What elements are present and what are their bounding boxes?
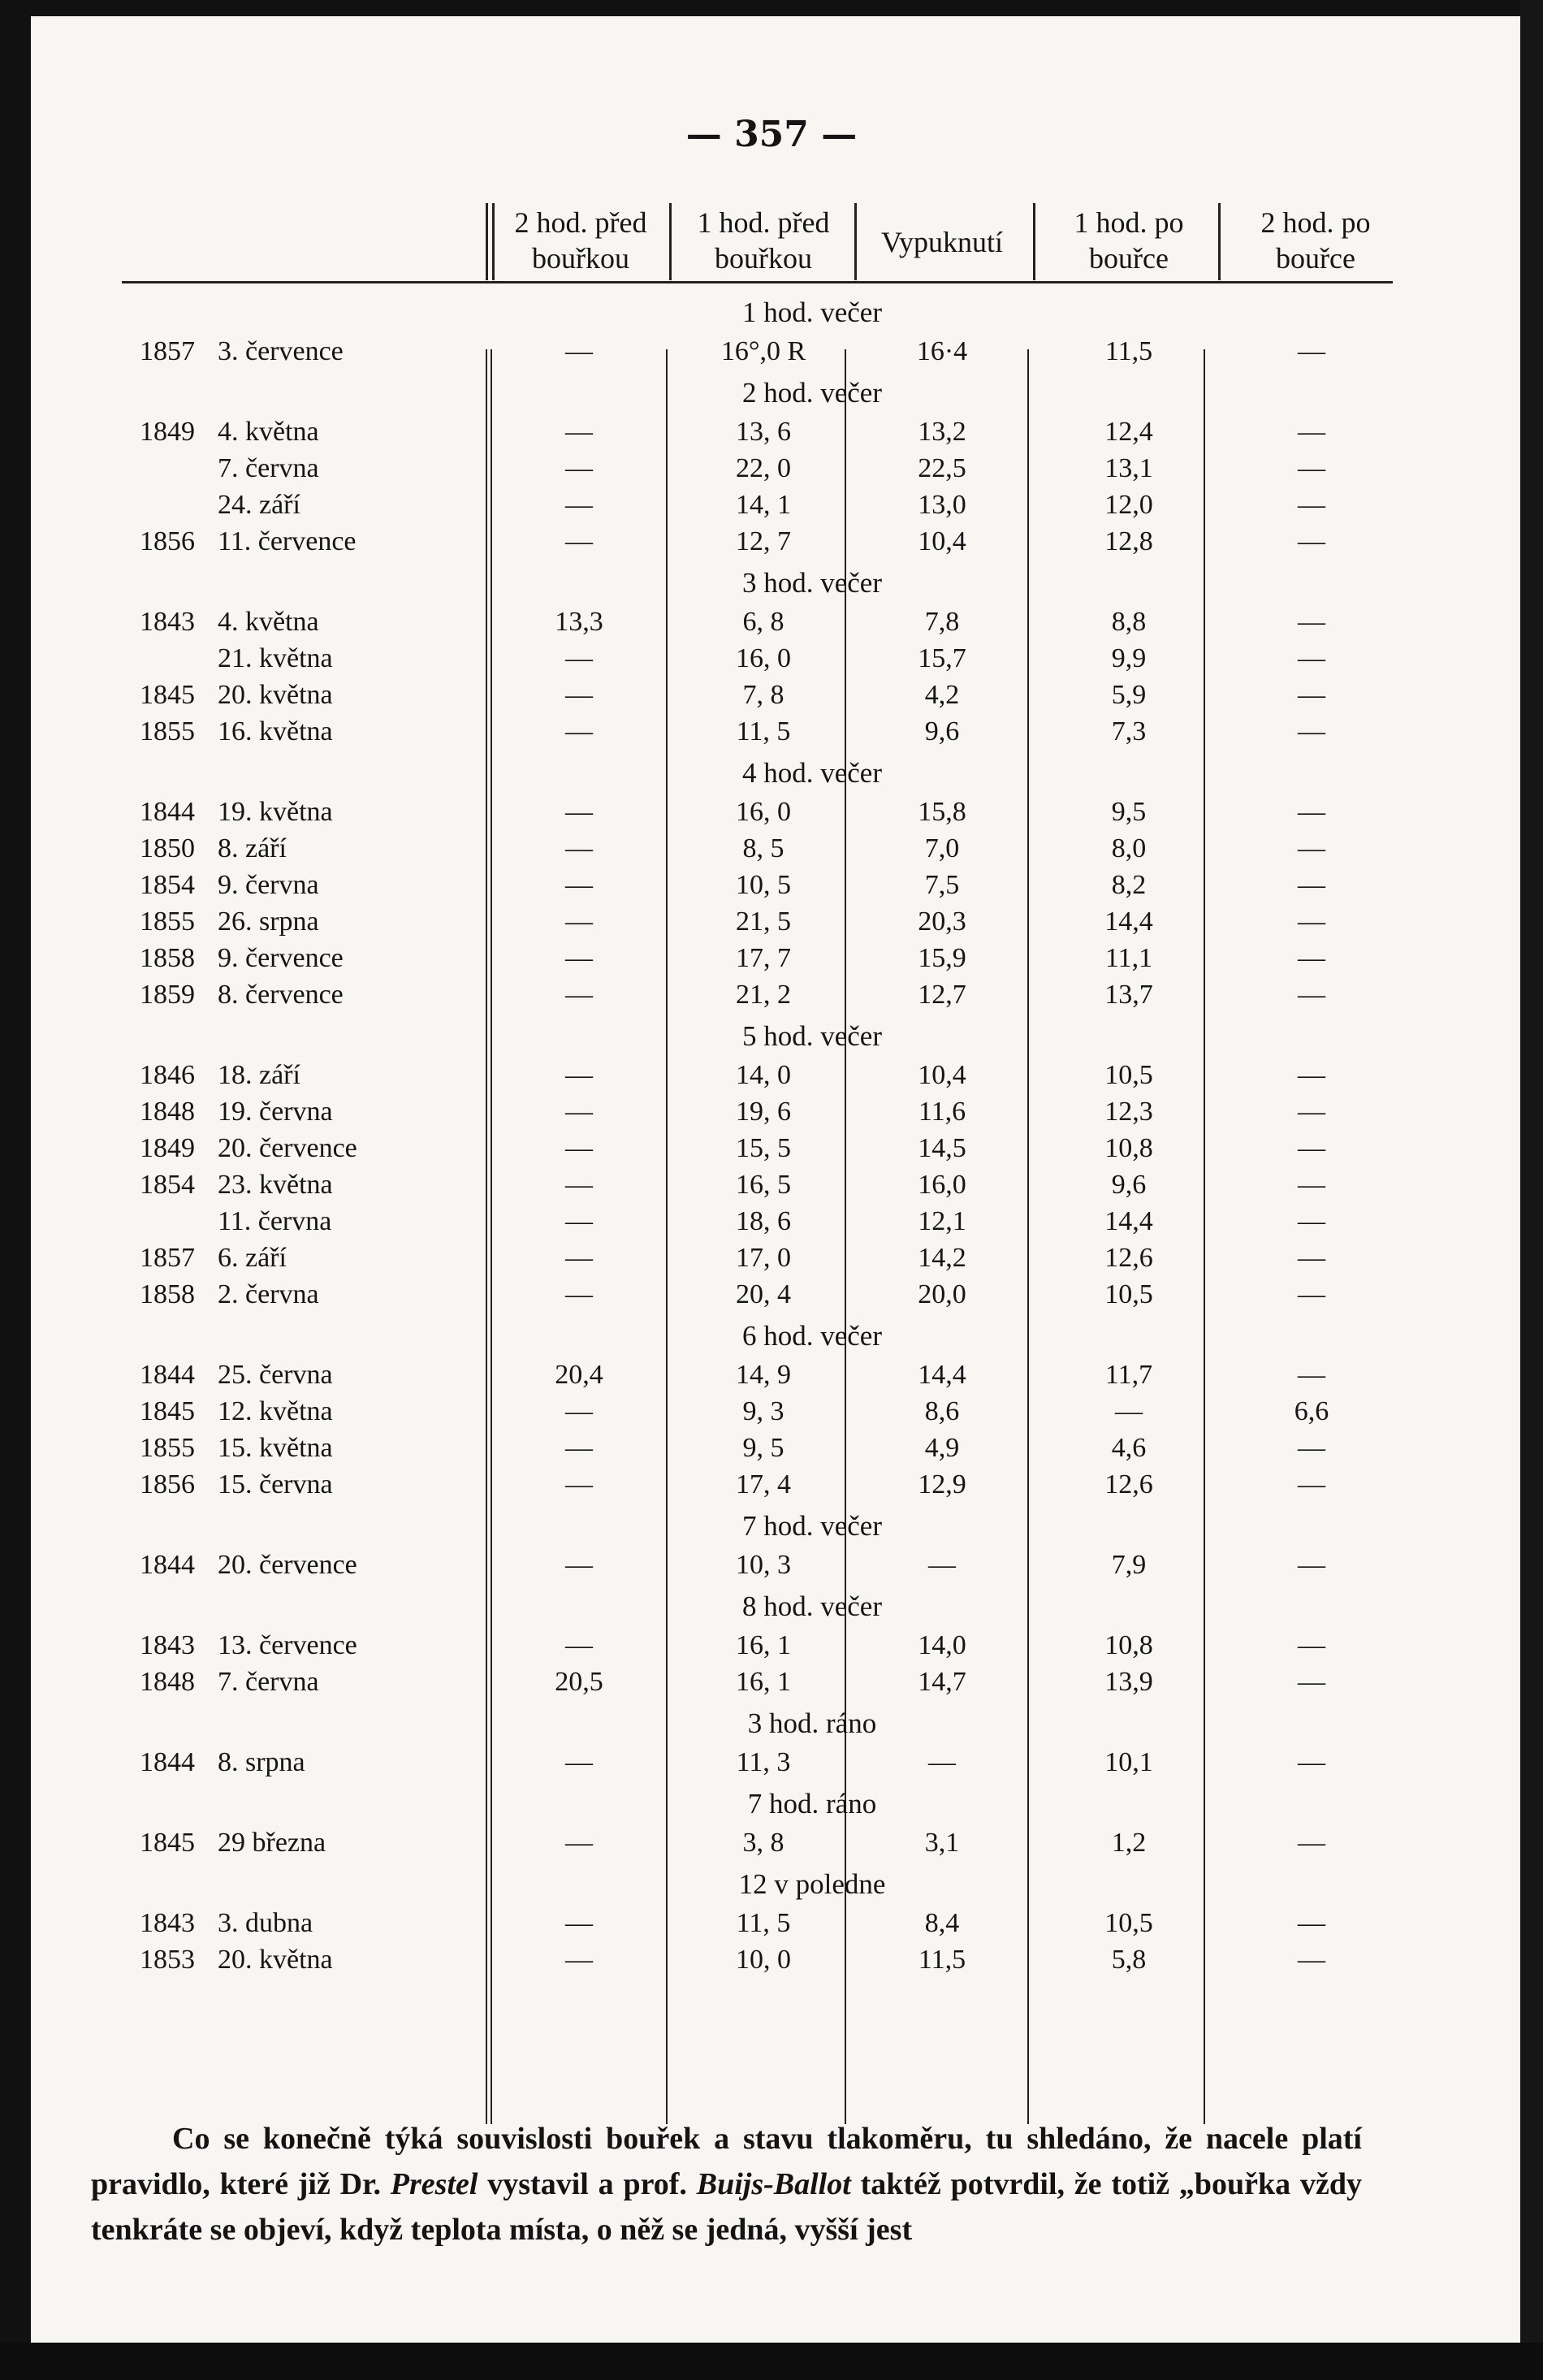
- table-row: [0, 1664, 1543, 1701]
- cell-date: 18. září: [218, 1060, 300, 1090]
- cell-b2: —: [565, 336, 593, 366]
- cell-b1: 19, 6: [736, 1097, 791, 1127]
- cell-year: 1843: [140, 1908, 195, 1938]
- cell-b1: 21, 5: [736, 907, 791, 937]
- cell-a2: —: [1298, 1630, 1325, 1660]
- cell-b1: 15, 5: [736, 1133, 791, 1163]
- cell-year: 1844: [140, 1550, 195, 1580]
- cell-vy: 16·4: [916, 336, 968, 366]
- cell-a2: —: [1298, 980, 1325, 1010]
- cell-b1: 9, 5: [742, 1433, 784, 1463]
- cell-date: 8. července: [218, 980, 344, 1010]
- cell-a1: 9,6: [1111, 1170, 1147, 1200]
- cell-b1: 3, 8: [742, 1828, 784, 1858]
- cell-b2: —: [565, 797, 593, 827]
- cell-b1: 11, 5: [736, 1908, 791, 1938]
- cell-b2: —: [565, 907, 593, 937]
- cell-a1: 10,8: [1104, 1133, 1153, 1163]
- cell-a1: 11,5: [1104, 336, 1153, 366]
- table-row: [0, 523, 1543, 560]
- header-2h-before-line2: bouřkou: [532, 242, 629, 275]
- cell-a2: —: [1298, 1279, 1325, 1309]
- cell-date: 3. dubna: [218, 1908, 313, 1938]
- cell-b2: —: [565, 1396, 593, 1426]
- cell-a1: 12,6: [1104, 1243, 1153, 1273]
- cell-year: 1843: [140, 1630, 195, 1660]
- cell-date: 11. června: [218, 1206, 332, 1236]
- cell-b2: —: [565, 1279, 593, 1309]
- cell-year: 1849: [140, 1133, 195, 1163]
- table-row: [0, 413, 1543, 451]
- cell-b1: 16, 1: [736, 1667, 791, 1697]
- table-row: [0, 1466, 1543, 1504]
- cell-year: 1844: [140, 1360, 195, 1390]
- cell-a2: —: [1298, 526, 1325, 556]
- header-rule-1b: [492, 203, 495, 280]
- cell-vy: 15,8: [918, 797, 966, 827]
- cell-b1: 10, 5: [736, 870, 791, 900]
- cell-a2: —: [1298, 1433, 1325, 1463]
- cell-vy: 12,7: [918, 980, 966, 1010]
- table-row: [0, 640, 1543, 677]
- header-2h-after-line2: bouřce: [1276, 242, 1355, 275]
- cell-b2: 20,5: [555, 1667, 603, 1697]
- table-row: [0, 333, 1543, 370]
- cell-b1: 16°,0 R: [720, 336, 806, 366]
- cell-date: 13. července: [218, 1630, 357, 1660]
- cell-date: 3. července: [218, 336, 344, 366]
- cell-a1: 12,0: [1104, 490, 1153, 520]
- cell-b2: —: [565, 1469, 593, 1499]
- cell-b1: 14, 0: [736, 1060, 791, 1090]
- cell-b2: 20,4: [555, 1360, 603, 1390]
- cell-a1: 11,1: [1104, 943, 1153, 973]
- cell-vy: 12,9: [918, 1469, 966, 1499]
- cell-date: 11. července: [218, 526, 357, 556]
- cell-b2: —: [565, 1908, 593, 1938]
- cell-year: 1845: [140, 680, 195, 710]
- cell-b2: —: [565, 1170, 593, 1200]
- cell-a2: —: [1298, 943, 1325, 973]
- cell-date: 21. května: [218, 643, 333, 673]
- cell-a1: 13,9: [1104, 1667, 1153, 1697]
- cell-b1: 12, 7: [736, 526, 791, 556]
- table-row: [0, 677, 1543, 714]
- cell-b1: 9, 3: [742, 1396, 784, 1426]
- cell-vy: 20,0: [918, 1279, 966, 1309]
- cell-a1: 14,4: [1104, 1206, 1153, 1236]
- header-1h-before-line1: 1 hod. před: [697, 206, 830, 239]
- cell-year: 1855: [140, 716, 195, 746]
- cell-a1: 8,2: [1111, 870, 1147, 900]
- cell-vy: 8,4: [924, 1908, 960, 1938]
- cell-vy: 10,4: [918, 526, 966, 556]
- cell-vy: 4,2: [924, 680, 960, 710]
- cell-vy: 14,4: [918, 1360, 966, 1390]
- header-rule-4: [1033, 203, 1035, 280]
- cell-vy: —: [928, 1747, 956, 1777]
- cell-a1: 10,5: [1104, 1060, 1153, 1090]
- cell-a2: —: [1298, 1060, 1325, 1090]
- cell-b1: 7, 8: [742, 680, 784, 710]
- cell-vy: 13,2: [918, 417, 966, 447]
- cell-b1: 22, 0: [736, 453, 791, 483]
- cell-a2: —: [1298, 1550, 1325, 1580]
- cell-date: 19. května: [218, 797, 333, 827]
- cell-year: 1849: [140, 417, 195, 447]
- cell-b2: —: [565, 1060, 593, 1090]
- table-row: [0, 1393, 1543, 1430]
- cell-vy: —: [928, 1550, 956, 1580]
- time-group-header: 3 hod. večer: [741, 567, 882, 599]
- cell-vy: 15,9: [918, 943, 966, 973]
- cell-a1: 11,7: [1104, 1360, 1153, 1390]
- cell-vy: 13,0: [918, 490, 966, 520]
- cell-year: 1844: [140, 797, 195, 827]
- cell-a1: 10,8: [1104, 1630, 1153, 1660]
- time-group-header: 6 hod. večer: [741, 1320, 882, 1352]
- cell-a2: —: [1298, 1206, 1325, 1236]
- header-1h-before: [670, 205, 857, 276]
- table-row: [0, 1357, 1543, 1394]
- cell-a1: 10,5: [1104, 1279, 1153, 1309]
- cell-date: 20. července: [218, 1550, 357, 1580]
- table-row: [0, 1166, 1543, 1204]
- cell-year: 1859: [140, 980, 195, 1010]
- paragraph-part3: taktéž potvrdil, že totiž „bouřka vždy tenkráte se objeví, když teplota místa, o něž se jedná, vyšší jest: [91, 2167, 1362, 2247]
- cell-year: 1855: [140, 1433, 195, 1463]
- cell-a1: 13,1: [1104, 453, 1153, 483]
- cell-date: 2. června: [218, 1279, 319, 1309]
- cell-b1: 21, 2: [736, 980, 791, 1010]
- header-2h-before: [487, 205, 674, 276]
- cell-a2: —: [1298, 490, 1325, 520]
- cell-b1: 16, 5: [736, 1170, 791, 1200]
- table-row: [0, 1203, 1543, 1240]
- time-group-header: 8 hod. večer: [741, 1590, 882, 1622]
- cell-a2: —: [1298, 417, 1325, 447]
- cell-b1: 11, 3: [736, 1747, 791, 1777]
- cell-year: 1854: [140, 1170, 195, 1200]
- cell-b2: —: [565, 1206, 593, 1236]
- cell-date: 8. srpna: [218, 1747, 305, 1777]
- cell-b2: —: [565, 643, 593, 673]
- table-row: [0, 940, 1543, 977]
- cell-date: 20. července: [218, 1133, 357, 1163]
- cell-b2: —: [565, 1133, 593, 1163]
- cell-a2: —: [1298, 453, 1325, 483]
- cell-a1: 1,2: [1111, 1828, 1147, 1858]
- cell-date: 15. května: [218, 1433, 333, 1463]
- cell-b1: 8, 5: [742, 833, 784, 863]
- time-group-header: 5 hod. večer: [741, 1020, 882, 1052]
- cell-year: 1845: [140, 1828, 195, 1858]
- cell-a1: 4,6: [1111, 1433, 1147, 1463]
- table-row: [0, 1905, 1543, 1942]
- cell-a1: 12,4: [1104, 417, 1153, 447]
- header-2h-after: [1222, 205, 1409, 276]
- cell-b2: —: [565, 417, 593, 447]
- cell-a2: —: [1298, 833, 1325, 863]
- cell-b1: 18, 6: [736, 1206, 791, 1236]
- cell-b1: 17, 0: [736, 1243, 791, 1273]
- cell-year: 1857: [140, 1243, 195, 1273]
- paragraph-part2: vystavil a prof.: [478, 2167, 697, 2201]
- table-row: [0, 713, 1543, 751]
- header-underline: [122, 281, 1393, 283]
- header-2h-before-line1: 2 hod. před: [514, 206, 647, 239]
- cell-vy: 14,2: [918, 1243, 966, 1273]
- header-1h-after: [1035, 205, 1222, 276]
- cell-a1: 9,9: [1111, 643, 1147, 673]
- cell-vy: 11,5: [918, 1945, 966, 1975]
- cell-b1: 17, 7: [736, 943, 791, 973]
- table-row: [0, 794, 1543, 831]
- cell-b2: —: [565, 453, 593, 483]
- cell-a1: —: [1115, 1396, 1143, 1426]
- cell-vy: 14,5: [918, 1133, 966, 1163]
- table-row: [0, 903, 1543, 941]
- cell-year: 1853: [140, 1945, 195, 1975]
- cell-date: 9. července: [218, 943, 344, 973]
- cell-a1: 10,5: [1104, 1908, 1153, 1938]
- cell-year: 1850: [140, 833, 195, 863]
- cell-a2: —: [1298, 1945, 1325, 1975]
- cell-a2: 6,6: [1294, 1396, 1329, 1426]
- header-1h-after-line1: 1 hod. po: [1074, 206, 1184, 239]
- header-1h-after-line2: bouřce: [1089, 242, 1169, 275]
- cell-a1: 12,3: [1104, 1097, 1153, 1127]
- cell-date: 24. září: [218, 490, 300, 520]
- header-2h-after-line1: 2 hod. po: [1260, 206, 1371, 239]
- cell-a2: —: [1298, 1908, 1325, 1938]
- cell-b1: 16, 0: [736, 643, 791, 673]
- cell-a2: —: [1298, 1747, 1325, 1777]
- cell-a2: —: [1298, 870, 1325, 900]
- time-group-header: 2 hod. večer: [741, 377, 882, 409]
- header-rule-5: [1218, 203, 1221, 280]
- name-prestel: Prestel: [390, 2167, 478, 2201]
- table-row: [0, 1941, 1543, 1979]
- cell-a1: 10,1: [1104, 1747, 1153, 1777]
- cell-b2: —: [565, 1630, 593, 1660]
- cell-a1: 9,5: [1111, 797, 1147, 827]
- cell-b1: 10, 0: [736, 1945, 791, 1975]
- cell-vy: 8,6: [924, 1396, 960, 1426]
- cell-a1: 5,9: [1111, 680, 1147, 710]
- cell-vy: 20,3: [918, 907, 966, 937]
- cell-date: 4. května: [218, 607, 319, 637]
- cell-year: 1848: [140, 1097, 195, 1127]
- cell-vy: 16,0: [918, 1170, 966, 1200]
- cell-date: 7. června: [218, 1667, 319, 1697]
- time-group-header: 7 hod. večer: [741, 1510, 882, 1542]
- cell-b1: 14, 1: [736, 490, 791, 520]
- table-row: [0, 1824, 1543, 1862]
- table-row: [0, 1240, 1543, 1277]
- cell-year: 1848: [140, 1667, 195, 1697]
- cell-year: 1843: [140, 607, 195, 637]
- cell-date: 12. května: [218, 1396, 333, 1426]
- cell-vy: 3,1: [924, 1828, 960, 1858]
- cell-a2: —: [1298, 716, 1325, 746]
- cell-b2: —: [565, 980, 593, 1010]
- cell-a1: 12,8: [1104, 526, 1153, 556]
- cell-a1: 5,8: [1111, 1945, 1147, 1975]
- cell-a2: —: [1298, 797, 1325, 827]
- cell-date: 29 března: [218, 1828, 326, 1858]
- table-row: [0, 487, 1543, 524]
- cell-year: 1844: [140, 1747, 195, 1777]
- cell-vy: 11,6: [918, 1097, 966, 1127]
- cell-a2: —: [1298, 907, 1325, 937]
- cell-vy: 4,9: [924, 1433, 960, 1463]
- cell-b2: —: [565, 1828, 593, 1858]
- cell-b2: —: [565, 1945, 593, 1975]
- time-group-header: 4 hod. večer: [741, 757, 882, 789]
- cell-b1: 16, 0: [736, 797, 791, 827]
- cell-year: 1858: [140, 1279, 195, 1309]
- cell-b2: —: [565, 680, 593, 710]
- cell-date: 25. června: [218, 1360, 333, 1390]
- cell-date: 20. května: [218, 1945, 333, 1975]
- table-row: [0, 1547, 1543, 1584]
- cell-b1: 6, 8: [742, 607, 784, 637]
- cell-a1: 7,9: [1111, 1550, 1147, 1580]
- header-rule-2: [669, 203, 672, 280]
- cell-a2: —: [1298, 643, 1325, 673]
- cell-a2: —: [1298, 1667, 1325, 1697]
- table-row: [0, 976, 1543, 1014]
- cell-a1: 14,4: [1104, 907, 1153, 937]
- cell-b2: —: [565, 1747, 593, 1777]
- cell-b2: —: [565, 1243, 593, 1273]
- cell-b2: —: [565, 833, 593, 863]
- cell-a2: —: [1298, 680, 1325, 710]
- cell-date: 20. května: [218, 680, 333, 710]
- table-row: [0, 1130, 1543, 1167]
- table-row: [0, 1430, 1543, 1467]
- header-1h-before-line2: bouřkou: [715, 242, 812, 275]
- cell-a1: 12,6: [1104, 1469, 1153, 1499]
- cell-year: 1856: [140, 526, 195, 556]
- name-buijs-ballot: Buijs-Ballot: [696, 2167, 851, 2201]
- table-row: [0, 830, 1543, 868]
- cell-a2: —: [1298, 1243, 1325, 1273]
- cell-a2: —: [1298, 336, 1325, 366]
- time-group-header: 12 v poledne: [738, 1868, 886, 1900]
- table-row: [0, 1276, 1543, 1313]
- cell-date: 23. května: [218, 1170, 333, 1200]
- table-row: [0, 1093, 1543, 1131]
- table-row: [0, 1057, 1543, 1094]
- table-row: [0, 867, 1543, 904]
- cell-b1: 11, 5: [736, 716, 791, 746]
- cell-date: 7. června: [218, 453, 319, 483]
- header-rule-3: [854, 203, 857, 280]
- cell-date: 16. května: [218, 716, 333, 746]
- cell-b1: 17, 4: [736, 1469, 791, 1499]
- cell-a2: —: [1298, 1097, 1325, 1127]
- cell-date: 8. září: [218, 833, 287, 863]
- cell-year: 1856: [140, 1469, 195, 1499]
- header-rule-1: [486, 203, 488, 280]
- cell-a1: 7,3: [1111, 716, 1147, 746]
- cell-a1: 8,8: [1111, 607, 1147, 637]
- cell-a2: —: [1298, 1170, 1325, 1200]
- header-outbreak: [853, 224, 1031, 260]
- table-row: [0, 1744, 1543, 1781]
- cell-year: 1858: [140, 943, 195, 973]
- cell-vy: 7,0: [924, 833, 960, 863]
- time-group-header: 3 hod. ráno: [747, 1707, 877, 1739]
- cell-b1: 20, 4: [736, 1279, 791, 1309]
- cell-year: 1857: [140, 336, 195, 366]
- cell-b2: 13,3: [555, 607, 603, 637]
- cell-year: 1854: [140, 870, 195, 900]
- cell-vy: 7,5: [924, 870, 960, 900]
- cell-vy: 15,7: [918, 643, 966, 673]
- cell-b2: —: [565, 490, 593, 520]
- cell-a2: —: [1298, 1469, 1325, 1499]
- cell-vy: 14,7: [918, 1667, 966, 1697]
- cell-date: 6. září: [218, 1243, 287, 1273]
- cell-b1: 14, 9: [736, 1360, 791, 1390]
- cell-b2: —: [565, 526, 593, 556]
- cell-a2: —: [1298, 1360, 1325, 1390]
- cell-date: 26. srpna: [218, 907, 319, 937]
- cell-a2: —: [1298, 607, 1325, 637]
- table-row: [0, 450, 1543, 487]
- cell-b1: 16, 1: [736, 1630, 791, 1660]
- cell-vy: 14,0: [918, 1630, 966, 1660]
- paragraph-part1: Co se konečně týká souvislosti bouřek a stavu tlakoměru, tu shledáno, že nacele platí pravidlo, které již Dr.: [91, 2122, 1362, 2201]
- cell-b1: 13, 6: [736, 417, 791, 447]
- table-row: [0, 1627, 1543, 1664]
- time-group-header: 1 hod. večer: [741, 296, 882, 328]
- time-group-header: 7 hod. ráno: [747, 1788, 877, 1820]
- cell-vy: 22,5: [918, 453, 966, 483]
- cell-date: 19. června: [218, 1097, 333, 1127]
- cell-b1: 10, 3: [736, 1550, 791, 1580]
- cell-a1: 13,7: [1104, 980, 1153, 1010]
- body-paragraph: [91, 2116, 1362, 2252]
- cell-a2: —: [1298, 1133, 1325, 1163]
- cell-vy: 10,4: [918, 1060, 966, 1090]
- cell-year: 1846: [140, 1060, 195, 1090]
- cell-b2: —: [565, 870, 593, 900]
- cell-b2: —: [565, 1097, 593, 1127]
- cell-vy: 9,6: [924, 716, 960, 746]
- header-outbreak-line1: Vypuknutí: [880, 226, 1003, 258]
- cell-b2: —: [565, 943, 593, 973]
- cell-b2: —: [565, 1433, 593, 1463]
- cell-a2: —: [1298, 1828, 1325, 1858]
- cell-year: 1845: [140, 1396, 195, 1426]
- cell-a1: 8,0: [1111, 833, 1147, 863]
- cell-b2: —: [565, 1550, 593, 1580]
- page-number: — 357 —: [685, 114, 858, 155]
- cell-date: 9. června: [218, 870, 319, 900]
- table-row: [0, 604, 1543, 641]
- cell-date: 4. května: [218, 417, 319, 447]
- cell-vy: 7,8: [924, 607, 960, 637]
- cell-vy: 12,1: [918, 1206, 966, 1236]
- cell-date: 15. června: [218, 1469, 333, 1499]
- cell-b2: —: [565, 716, 593, 746]
- cell-year: 1855: [140, 907, 195, 937]
